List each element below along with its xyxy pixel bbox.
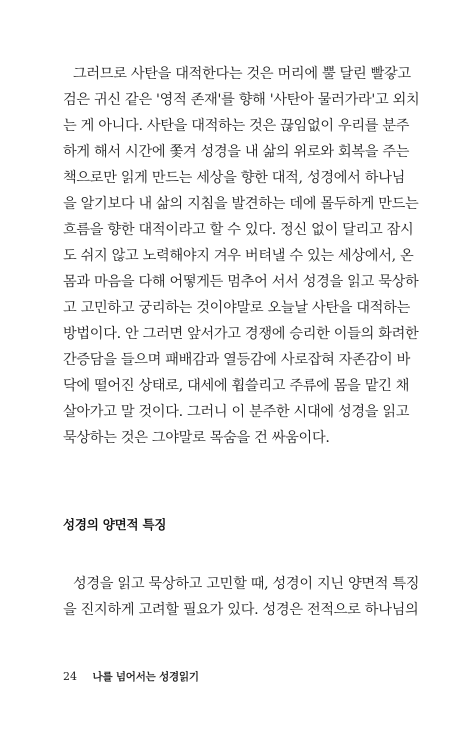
paragraph-line: 도 쉬지 않고 노력해야지 겨우 버텨낼 수 있는 세상에서, 온 [63, 248, 414, 264]
page-number: 24 [63, 670, 77, 683]
paragraph-line: 성경을 읽고 묵상하고 고민할 때, 성경이 지닌 양면적 특징 [73, 576, 420, 592]
paragraph-line: 을 알기보다 내 삶의 지침을 발견하는 데에 몰두하게 만드는 [63, 196, 419, 212]
running-title: 나를 넘어서는 성경읽기 [92, 671, 199, 683]
paragraph-line: 흐름을 향한 대적이라고 할 수 있다. 정신 없이 달리고 잠시 [63, 222, 414, 238]
page-footer [63, 669, 199, 685]
paragraph-line: 책으로만 읽게 만드는 세상을 향한 대적, 성경에서 하나님 [63, 170, 405, 186]
paragraph-line: 을 진지하게 고려할 필요가 있다. 성경은 전적으로 하나님의 [63, 602, 419, 618]
paragraph-line: 몸과 마음을 다해 어떻게든 멈추어 서서 성경을 읽고 묵상하 [63, 274, 419, 290]
paragraph-line: 하게 해서 시간에 쫓겨 성경을 내 삶의 위로와 회복을 주는 [63, 144, 410, 160]
paragraph-line: 는 게 아니다. 사탄을 대적하는 것은 끊임없이 우리를 분주 [63, 118, 410, 134]
section-heading: 성경의 양면적 특징 [63, 517, 167, 532]
paragraph-line: 닥에 떨어진 상태로, 대세에 휩쓸리고 주류에 몸을 맡긴 채 [63, 378, 410, 394]
paragraph-line: 방법이다. 안 그러면 앞서가고 경쟁에 승리한 이들의 화려한 [63, 326, 419, 342]
paragraph-line: 간증담을 들으며 패배감과 열등감에 사로잡혀 자존감이 바 [63, 352, 410, 368]
paragraph-line: 고 고민하고 궁리하는 것이야말로 오늘날 사탄을 대적하는 [63, 300, 410, 316]
paragraph-line: 살아가고 말 것이다. 그러니 이 분주한 시대에 성경을 읽고 [63, 404, 410, 420]
paragraph-line: 검은 귀신 같은 '영적 존재'를 향해 '사탄아 물러가라'고 외치 [63, 92, 420, 108]
paragraph-line: 묵상하는 것은 그야말로 목숨을 건 싸움이다. [63, 430, 330, 446]
paragraph-line: 그러므로 사탄을 대적한다는 것은 머리에 뿔 달린 빨갛고 [73, 66, 411, 82]
